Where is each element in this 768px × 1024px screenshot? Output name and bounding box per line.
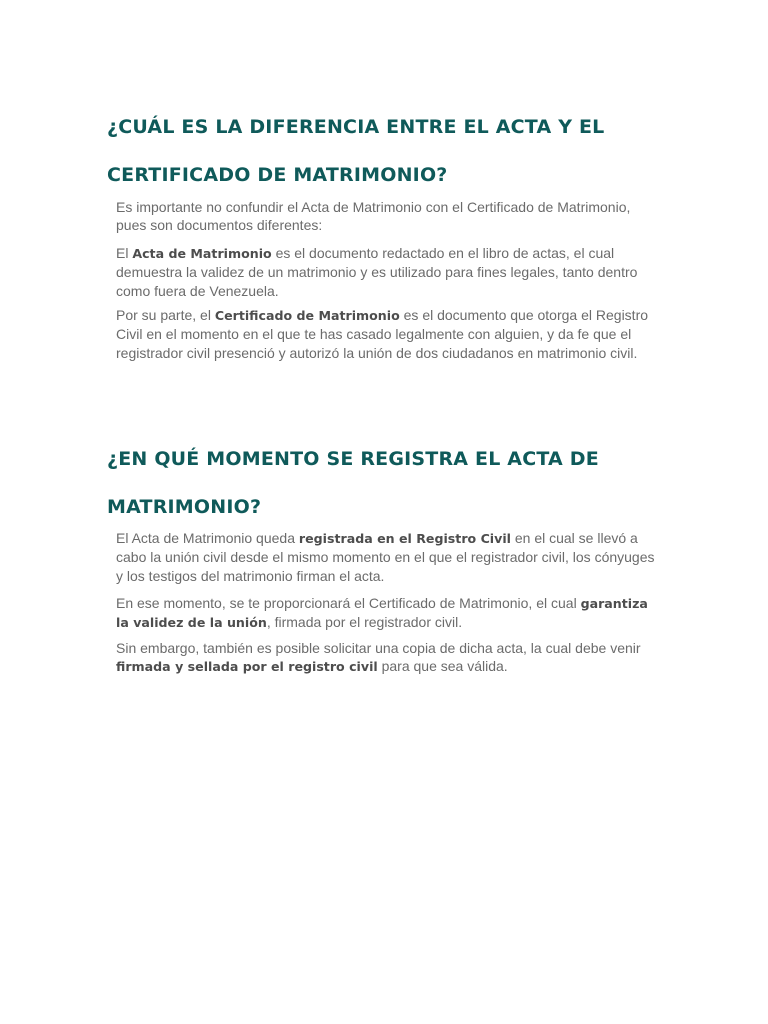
section-heading-registration: ¿EN QUÉ MOMENTO SE REGISTRA EL ACTA DE MATRIMONIO? bbox=[107, 448, 599, 518]
paragraph-garantia-bold: garantiza la validez de la unión bbox=[116, 596, 648, 631]
paragraph-acta-bold: Acta de Matrimonio bbox=[132, 246, 272, 261]
paragraph-acta bbox=[116, 244, 656, 300]
paragraph-garantia-before: En ese momento, se te proporcionará el Certificado de Matrimonio, el cual bbox=[116, 595, 581, 611]
paragraph-registro-after: en el cual se llevó a cabo la unión civil desde el mismo momento en el que el registrador civil, los cónyuges y los testigos del matrimonio firman el acta. bbox=[116, 530, 655, 584]
paragraph-garantia bbox=[116, 594, 656, 633]
paragraph-acta-before: El bbox=[116, 245, 133, 261]
section-heading-difference: ¿CUÁL ES LA DIFERENCIA ENTRE EL ACTA Y EL CERTIFICADO DE MATRIMONIO? bbox=[107, 116, 605, 186]
paragraph-copia bbox=[116, 639, 656, 677]
paragraph-registro-before: El Acta de Matrimonio queda bbox=[116, 530, 299, 546]
paragraph-garantia-after: , firmada por el registrador civil. bbox=[266, 614, 463, 631]
paragraph-intro bbox=[116, 198, 656, 235]
paragraph-certificado-bold: Certificado de Matrimonio bbox=[214, 308, 400, 323]
paragraph-copia-after: para que sea válida. bbox=[377, 658, 508, 675]
paragraph-certificado bbox=[116, 306, 656, 362]
paragraph-registro-bold: registrada en el Registro Civil bbox=[298, 531, 511, 546]
paragraph-copia-bold: firmada y sellada por el registro civil bbox=[116, 659, 378, 675]
paragraph-acta-after: es el documento redactado en el libro de actas, el cual demuestra la validez de un matrimonio y es utilizado para fines legales, tanto dentro como fuera de Venezuela. bbox=[116, 245, 638, 299]
paragraph-registro bbox=[116, 529, 656, 585]
paragraph-certificado-after: es el documento que otorga el Registro Civil en el momento en el que te has casado legalmente con alguien, y da fe que el registrador civil presenció y autorizó la unión de dos ciudadanos en matrimonio civil. bbox=[116, 307, 649, 361]
paragraph-copia-before: Sin embargo, también es posible solicitar una copia de dicha acta, la cual debe venir bbox=[116, 640, 641, 656]
paragraph-certificado-before: Por su parte, el bbox=[116, 307, 215, 323]
paragraph-intro-text: Es importante no confundir el Acta de Matrimonio con el Certificado de Matrimonio, pues son documentos diferentes: bbox=[116, 199, 631, 234]
